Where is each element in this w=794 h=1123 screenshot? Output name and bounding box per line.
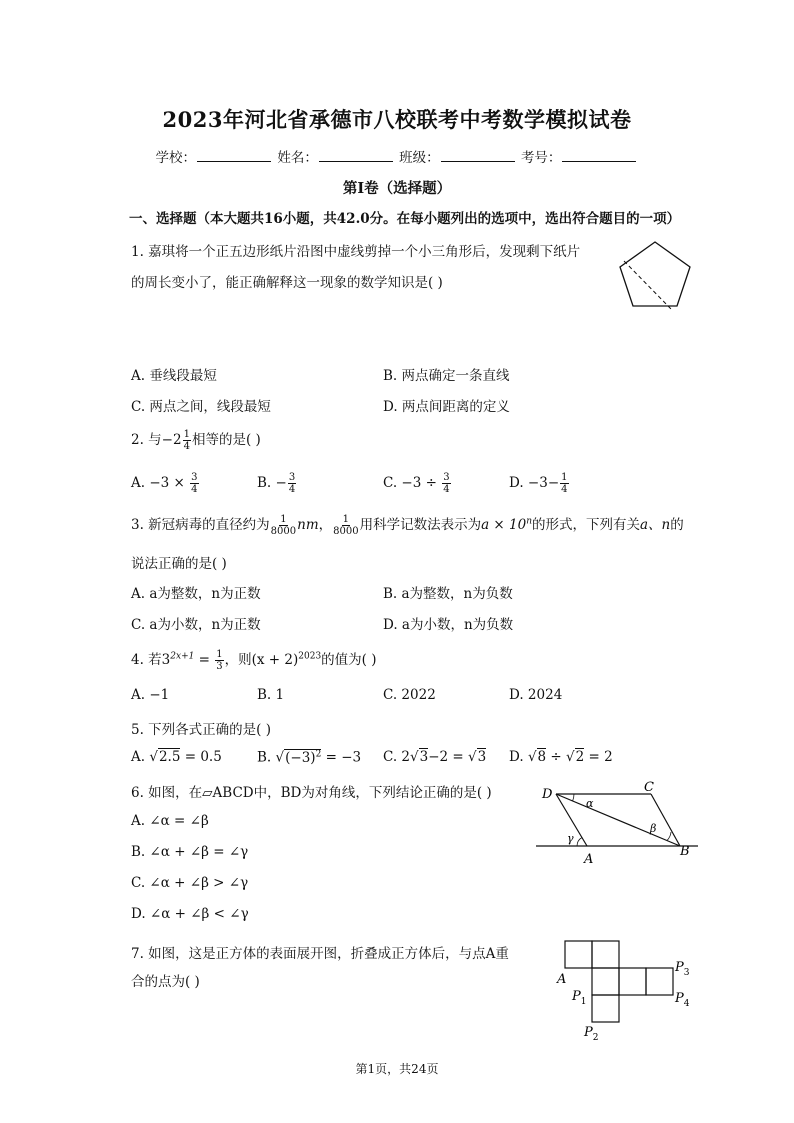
q5-b-pre: B. xyxy=(257,749,276,766)
q5-a-pre: A. xyxy=(131,749,150,765)
q5-option-b[interactable]: B. $√(-3)^2 = -3$ xyxy=(257,749,362,766)
pentagon-figure xyxy=(615,236,695,312)
exam-title: 2023年河北省承德市八校联考中考数学模拟试卷 xyxy=(162,107,632,132)
q6-option-a[interactable]: A. ∠α = ∠β xyxy=(131,813,209,829)
q2-a-den: 4 xyxy=(191,484,198,495)
label-d: D xyxy=(542,787,553,802)
q2-option-a[interactable] xyxy=(131,472,200,495)
q3-stem-line2: 说法正确的是( ) xyxy=(131,556,227,572)
q4-frac-den: 3 xyxy=(216,661,223,672)
name-label: 姓名： xyxy=(277,150,318,166)
q4-stem xyxy=(131,648,377,672)
q5-a-post: = 0.5 xyxy=(180,749,222,765)
p3-subscript: 3 xyxy=(683,968,690,978)
q2-b-num: 3 xyxy=(288,472,296,483)
side-cb xyxy=(651,794,680,846)
net-square-5 xyxy=(646,968,673,995)
school-label: 学校： xyxy=(155,150,197,166)
q5-a-radicand: 2.5 xyxy=(158,749,181,765)
q2-option-b[interactable] xyxy=(257,472,297,495)
q3-expression: a × 10 xyxy=(481,517,527,533)
q5-c-radicand-2: 3 xyxy=(477,749,487,765)
q2-c-pre: C. −3 ÷ xyxy=(383,475,442,491)
q2-d-fraction xyxy=(560,472,568,495)
q2-frac-den: 4 xyxy=(183,441,190,452)
q3-comma: ， xyxy=(318,517,333,533)
diagonal-bd xyxy=(556,794,680,846)
q2-b-den: 4 xyxy=(288,484,296,495)
q2-stem xyxy=(131,428,261,452)
p1-subscript: 1 xyxy=(580,997,587,1007)
q2-stem-pre: 2. 与−2 xyxy=(131,432,182,448)
exam-number-blank[interactable] xyxy=(562,149,636,162)
q3-option-a[interactable]: A. a为整数，n为正数 xyxy=(131,586,261,602)
q2-a-fraction xyxy=(190,472,198,495)
q3-fraction-2 xyxy=(333,514,358,537)
q4-fraction xyxy=(215,649,223,672)
q4-option-b[interactable]: B. 1 xyxy=(257,687,285,703)
q6-option-d[interactable]: D. ∠α + ∠β < ∠γ xyxy=(131,906,249,922)
q1-option-d[interactable]: D. 两点间距离的定义 xyxy=(383,399,510,415)
q2-c-den: 4 xyxy=(443,484,450,495)
q5-b-radical xyxy=(284,749,321,766)
label-point-p3 xyxy=(674,960,690,978)
q2-b-fraction xyxy=(288,472,296,495)
class-blank[interactable] xyxy=(441,149,515,162)
name-blank[interactable] xyxy=(319,149,393,162)
q5-d-post: = 2 xyxy=(584,749,613,765)
q4-mid: ，则(x + 2) xyxy=(224,652,299,668)
q5-d-mid: ÷ xyxy=(546,749,567,765)
label-gamma: γ xyxy=(567,832,574,845)
q5-b-exponent: 2 xyxy=(315,749,322,759)
q1-stem-line2: 的周长变小了，能正确解释这一现象的数学知识是( ) xyxy=(131,275,443,291)
net-square-1 xyxy=(565,941,592,968)
q2-a-num: 3 xyxy=(191,472,198,483)
q7-stem-line2: 合的点为( ) xyxy=(131,974,200,990)
q4-post: 的值为( ) xyxy=(321,652,377,668)
q5-c-radicand: 3 xyxy=(419,749,429,765)
class-label: 班级： xyxy=(399,150,440,166)
q5-d-radicand: 8 xyxy=(537,749,547,765)
angle-beta-arc xyxy=(667,832,671,841)
q3-option-b[interactable]: B. a为整数，n为负数 xyxy=(383,586,513,602)
q3-frac2-den: 8000 xyxy=(333,526,359,537)
cube-net-squares xyxy=(565,941,673,1022)
q3-pre: 3. 新冠病毒的直径约为 xyxy=(131,517,270,533)
q4-option-a[interactable]: A. −1 xyxy=(131,687,170,703)
q1-stem-line1: 1. 嘉琪将一个正五边形纸片沿图中虚线剪掉一个小三角形后，发现剩下纸片 xyxy=(131,244,581,260)
q2-frac-num: 1 xyxy=(183,429,190,440)
q6-stem: 6. 如图，在▱ABCD中，BD为对角线，下列结论正确的是( ) xyxy=(131,785,492,801)
pentagon-shape xyxy=(620,242,690,306)
exam-number-label: 考号： xyxy=(520,150,562,166)
q5-b-post: = −3 xyxy=(321,749,362,766)
q2-option-d[interactable] xyxy=(509,472,570,495)
q2-d-pre: D. −3− xyxy=(509,475,560,491)
q6-option-b[interactable]: B. ∠α + ∠β = ∠γ xyxy=(131,844,249,860)
q2-c-num: 3 xyxy=(443,472,450,483)
net-square-6 xyxy=(592,995,619,1022)
q3-option-c[interactable]: C. a为小数，n为正数 xyxy=(131,617,261,633)
q4-equals: = xyxy=(194,652,215,668)
student-info-line xyxy=(0,146,794,166)
q2-stem-fraction xyxy=(183,429,191,452)
q1-option-c[interactable]: C. 两点之间，线段最短 xyxy=(131,399,271,415)
label-c: C xyxy=(644,780,654,795)
parallelogram-figure xyxy=(534,780,700,868)
q5-option-d[interactable]: D. √8 ÷ √2 = 2 xyxy=(509,749,613,765)
p3-letter: P xyxy=(675,960,684,975)
label-a: A xyxy=(584,852,594,867)
q3-fraction-1 xyxy=(271,514,296,537)
label-point-p1 xyxy=(571,989,586,1007)
q2-stem-post: 相等的是( ) xyxy=(191,432,261,448)
q7-stem-line1: 7. 如图，这是正方体的表面展开图，折叠成正方体后，与点A重 xyxy=(131,946,509,962)
part-instructions: 一、选择题（本大题共16小题，共42.0分。在每小题列出的选项中，选出符合题目的一项） xyxy=(129,211,681,227)
label-alpha: α xyxy=(586,797,594,810)
q4-option-c[interactable]: C. 2022 xyxy=(383,687,436,703)
q5-b-radicand: (−3) xyxy=(285,749,316,766)
label-point-p4 xyxy=(674,991,690,1009)
q2-a-pre: A. −3 × xyxy=(131,475,190,491)
q3-stem-line1 xyxy=(131,513,684,537)
q4-exponent-1: 2x+1 xyxy=(170,651,195,662)
q5-d-radicand-2: 2 xyxy=(575,749,585,765)
q3-frac1-den: 8000 xyxy=(270,526,297,537)
p4-subscript: 4 xyxy=(683,999,690,1009)
q3-frac2-num: 1 xyxy=(342,514,350,525)
p1-letter: P xyxy=(572,989,581,1004)
q1-option-a[interactable]: A. 垂线段最短 xyxy=(131,368,217,384)
cube-net-figure xyxy=(552,936,702,1048)
q2-c-fraction xyxy=(442,472,450,495)
q2-option-c[interactable] xyxy=(383,472,452,495)
label-beta: β xyxy=(650,822,657,835)
q3-vars: a、n xyxy=(640,517,671,533)
label-point-p2 xyxy=(583,1025,598,1043)
q6-option-c[interactable]: C. ∠α + ∠β > ∠γ xyxy=(131,875,249,891)
section-heading: 第I卷（选择题） xyxy=(342,180,452,197)
page-footer: 第1页，共24页 xyxy=(355,1062,439,1076)
q4-exponent-2: 2023 xyxy=(298,651,322,662)
net-square-2 xyxy=(592,941,619,968)
angle-gamma-arc xyxy=(577,838,582,847)
q5-c-mid: −2 = xyxy=(428,749,469,765)
q5-option-a[interactable]: A. √2.5 = 0.5 xyxy=(131,749,222,765)
q5-d-pre: D. xyxy=(509,749,528,765)
q3-exponent: n xyxy=(526,516,532,527)
net-square-4 xyxy=(619,968,646,995)
q4-option-d[interactable]: D. 2024 xyxy=(509,687,563,703)
q2-d-num: 1 xyxy=(561,472,568,483)
q5-stem: 5. 下列各式正确的是( ) xyxy=(131,722,271,738)
q3-option-d[interactable]: D. a为小数，n为负数 xyxy=(383,617,514,633)
q2-d-den: 4 xyxy=(561,484,568,495)
angle-alpha-arc xyxy=(573,794,574,801)
p2-subscript: 2 xyxy=(592,1033,599,1043)
p2-letter: P xyxy=(584,1025,593,1040)
q3-post: 的形式，下列有关 xyxy=(532,517,640,533)
q2-b-pre: B. − xyxy=(257,475,287,491)
p4-letter: P xyxy=(675,991,684,1006)
label-b: B xyxy=(680,844,690,859)
label-point-a: A xyxy=(557,972,567,987)
q5-c-pre: C. 2 xyxy=(383,749,411,765)
net-square-3 xyxy=(592,968,619,995)
q3-frac1-num: 1 xyxy=(280,514,287,525)
q3-mid: 用科学记数法表示为 xyxy=(359,517,482,533)
q4-frac-num: 1 xyxy=(216,649,223,660)
q1-option-b[interactable]: B. 两点确定一条直线 xyxy=(383,368,510,384)
school-blank[interactable] xyxy=(197,149,271,162)
q3-unit: nm xyxy=(297,517,319,533)
q4-pre: 4. 若3 xyxy=(131,652,171,668)
q3-post2: 的 xyxy=(670,517,684,533)
q5-option-c[interactable]: C. 2√3−2 = √3 xyxy=(383,749,487,765)
